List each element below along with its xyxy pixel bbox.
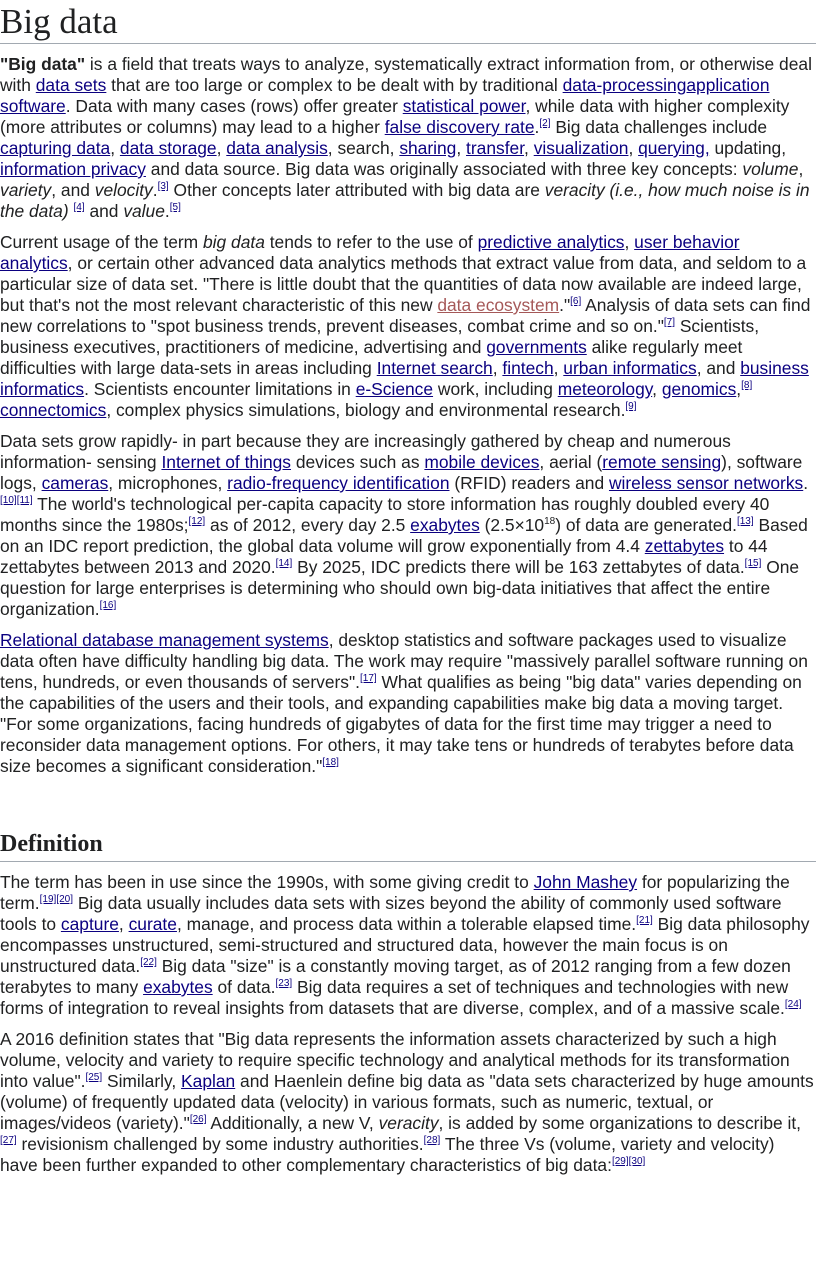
citation-link[interactable]: [11] xyxy=(16,495,33,507)
link-data-ecosystem[interactable]: data ecosystem xyxy=(437,295,560,315)
citation-ref xyxy=(625,401,636,412)
link-data-processing-application-software[interactable]: data-processingapplication software xyxy=(0,75,770,116)
text-run: and Haenlein define big data as "data sets characterized by huge amounts (volume) of frequently updated data (velocity) in various formats, such as numeric, textual, or images/videos (variety)." xyxy=(0,1071,814,1133)
text-run: , xyxy=(524,138,534,158)
text-run: . Scientists encounter limitations in xyxy=(84,379,356,399)
text-run: Similarly, xyxy=(102,1071,182,1091)
link-data-sets[interactable]: data sets xyxy=(35,75,107,95)
link-querying[interactable]: querying, xyxy=(638,138,710,158)
text-run: Other concepts later attributed with big data are xyxy=(168,180,545,200)
citation-link[interactable]: [26] xyxy=(189,1114,207,1126)
citation-link[interactable]: [24] xyxy=(784,999,802,1011)
citation-link[interactable]: [27] xyxy=(0,1135,17,1147)
citation-link[interactable]: [12] xyxy=(188,516,206,528)
text-run: ), software logs, xyxy=(0,452,803,493)
text-run: . xyxy=(164,201,170,221)
text-run: alike regularly meet difficulties with large data-sets in areas including xyxy=(0,337,743,378)
link-remote-sensing[interactable]: remote sensing xyxy=(602,452,722,472)
citation-ref xyxy=(190,1114,207,1125)
text-run: , xyxy=(492,358,503,378)
citation-ref xyxy=(40,894,57,905)
link-curate[interactable]: curate xyxy=(128,914,177,934)
text-run: , microphones, xyxy=(108,473,228,493)
italic-text: volume xyxy=(742,159,799,179)
citation-link[interactable]: [17] xyxy=(360,673,377,685)
text-run: , and xyxy=(51,180,95,200)
italic-text: variety xyxy=(0,180,52,200)
link-exabytes-2[interactable]: exabytes xyxy=(143,977,213,997)
link-urban-informatics[interactable]: urban informatics xyxy=(563,358,697,378)
text-run: , is added by some organizations to describe it, xyxy=(438,1113,802,1133)
link-exabytes[interactable]: exabytes xyxy=(410,515,480,535)
link-e-science[interactable]: e-Science xyxy=(355,379,434,399)
citation-ref xyxy=(741,380,752,391)
paragraph xyxy=(0,872,816,1019)
link-wireless-sensor-networks[interactable]: wireless sensor networks xyxy=(608,473,804,493)
text-run: Current usage of the term xyxy=(0,232,203,252)
page-title: Big data xyxy=(0,0,816,44)
link-statistical-power[interactable]: statistical power xyxy=(402,96,526,116)
paragraph xyxy=(0,232,816,421)
text-run: , xyxy=(652,379,662,399)
link-connectomics[interactable]: connectomics xyxy=(0,400,107,420)
link-john-mashey[interactable]: John Mashey xyxy=(533,872,638,892)
link-internet-search[interactable]: Internet search xyxy=(376,358,493,378)
text-run: . xyxy=(152,180,158,200)
link-cameras[interactable]: cameras xyxy=(41,473,109,493)
text-run: One question for large enterprises is determining who should own big-data initiatives that affect the entire organization. xyxy=(0,557,800,619)
text-run: , or certain other advanced data analytics methods that extract value from data, and seldom to a particular size of data set. "There is little doubt that the quantities of data now available are indeed large, but that's not the most relevant characteristic of this new xyxy=(0,253,807,315)
section-heading-definition: Definition xyxy=(0,828,816,862)
text-run: What qualifies as being "big data" varies depending on the capabilities of the users and their tools, and expanding capabilities make big data a moving target. "For some organizations, facing hundreds of gigabytes of data for the first time may trigger a need to reconsider data management options. For others, it may take tens or hundreds of terabytes before data size becomes a significant consideration." xyxy=(0,672,802,776)
text-run: , xyxy=(456,138,467,158)
citation-ref xyxy=(276,558,293,569)
text-run: , xyxy=(118,914,129,934)
paragraph xyxy=(0,54,816,222)
text-run: and xyxy=(84,201,124,221)
link-relational-database-management-systems[interactable]: Relational database management systems xyxy=(0,630,329,650)
text-run: , complex physics simulations, biology and environmental research. xyxy=(106,400,626,420)
paragraph xyxy=(0,1029,816,1176)
citation-ref xyxy=(0,495,17,506)
exponent: 18 xyxy=(544,516,556,528)
citation-link[interactable]: [5] xyxy=(169,202,181,214)
text-run: devices such as xyxy=(290,452,425,472)
text-run: , xyxy=(628,138,639,158)
text-run: , desktop statistics and software packages used to visualize data often have difficulty handling big data. The work may require "massively parallel software running on tens, hundreds, or even thousands of servers". xyxy=(0,630,808,692)
text-run: , search, xyxy=(327,138,400,158)
link-business-informatics[interactable]: business informatics xyxy=(0,358,809,399)
citation-link[interactable]: [18] xyxy=(322,757,339,769)
text-run: ." xyxy=(559,295,571,315)
citation-link[interactable]: [16] xyxy=(99,600,117,612)
citation-link[interactable]: [7] xyxy=(663,317,675,329)
text-run: Data sets grow rapidly- in part because they are increasingly gathered by cheap and numerous information- sensing xyxy=(0,431,731,472)
link-kaplan[interactable]: Kaplan xyxy=(181,1071,236,1091)
citation-ref xyxy=(158,181,169,192)
link-transfer[interactable]: transfer xyxy=(466,138,525,158)
citation-link[interactable]: [4] xyxy=(73,202,85,214)
link-radio-frequency-identification[interactable]: radio-frequency identification xyxy=(227,473,450,493)
text-run: Big data "size" is a constantly moving target, as of 2012 ranging from a few dozen terabytes to many xyxy=(0,956,791,997)
citation-ref xyxy=(664,317,675,328)
text-run: work, including xyxy=(433,379,558,399)
citation-ref xyxy=(636,915,653,926)
citation-link[interactable]: [9] xyxy=(625,401,637,413)
text-run: , xyxy=(736,379,742,399)
link-zettabytes[interactable]: zettabytes xyxy=(644,536,725,556)
citation-link[interactable]: [29] xyxy=(611,1156,629,1168)
citation-ref xyxy=(424,1135,441,1146)
link-genomics[interactable]: genomics xyxy=(661,379,737,399)
citation-link[interactable]: [30] xyxy=(628,1156,646,1168)
citation-link[interactable]: [8] xyxy=(741,380,753,392)
citation-ref xyxy=(360,673,377,684)
text-run: By 2025, IDC predicts there will be 163 zettabytes of data. xyxy=(292,557,745,577)
text-run: . xyxy=(534,117,540,137)
text-run: Big data philosophy encompasses unstructured, semi-structured and structured data, however the main focus is on unstructured data. xyxy=(0,914,810,976)
citation-ref xyxy=(100,600,117,611)
text-run: , xyxy=(624,232,635,252)
text-run: revisionism challenged by some industry authorities. xyxy=(16,1134,424,1154)
text-run: Additionally, a new V, xyxy=(206,1113,379,1133)
citation-link[interactable]: [25] xyxy=(85,1072,103,1084)
text-run: The term has been in use since the 1990s, with some giving credit to xyxy=(0,872,534,892)
citation-ref xyxy=(785,999,802,1010)
text-run: that are too large or complex to be dealt with by traditional xyxy=(106,75,563,95)
link-data-analysis[interactable]: data analysis xyxy=(226,138,328,158)
citation-ref xyxy=(737,516,754,527)
citation-ref xyxy=(74,202,85,213)
citation-ref xyxy=(0,1135,17,1146)
italic-text: veracity (i.e., how much noise is in the data) xyxy=(0,180,810,221)
link-false-discovery-rate[interactable]: false discovery rate xyxy=(384,117,535,137)
citation-link[interactable]: [19] xyxy=(39,894,57,906)
text-run: , xyxy=(798,159,804,179)
text-run: (2.5×10 xyxy=(479,515,545,535)
text-run: ) of data are generated. xyxy=(555,515,737,535)
citation-link[interactable]: [3] xyxy=(157,181,169,193)
citation-ref xyxy=(56,894,73,905)
citation-link[interactable]: [14] xyxy=(275,558,293,570)
text-run: , xyxy=(553,358,564,378)
text-run: The three Vs (volume, variety and velocity) have been further expanded to other complementary characteristics of big data: xyxy=(0,1134,775,1175)
link-capture[interactable]: capture xyxy=(60,914,119,934)
text-run: . Data with many cases (rows) offer greater xyxy=(65,96,403,116)
text-run: to 44 zettabytes between 2013 and 2020. xyxy=(0,536,768,577)
link-information-privacy[interactable]: information privacy xyxy=(0,159,146,179)
text-run: , xyxy=(216,138,227,158)
text-run: The world's technological per-capita capacity to store information has roughly doubled every 40 months since the 1980s; xyxy=(0,494,770,535)
citation-link[interactable]: [22] xyxy=(140,957,157,969)
text-run: A 2016 definition states that "Big data represents the information assets characterized by such a high volume, velocity and variety to require specific technology and analytical methods for its transformation into value". xyxy=(0,1029,790,1091)
citation-link[interactable]: [28] xyxy=(423,1135,441,1147)
citation-link[interactable]: [13] xyxy=(736,516,754,528)
citation-ref xyxy=(17,495,33,506)
text-run: updating, xyxy=(709,138,787,158)
citation-ref xyxy=(745,558,762,569)
italic-text: velocity xyxy=(94,180,153,200)
text-run: tends to refer to the use of xyxy=(264,232,478,252)
citation-link[interactable]: [21] xyxy=(636,915,653,927)
text-run: and data source. Big data was originally associated with three key concepts: xyxy=(145,159,743,179)
link-capturing-data[interactable]: capturing data xyxy=(0,138,111,158)
citation-ref xyxy=(85,1072,102,1083)
link-internet-of-things[interactable]: Internet of things xyxy=(161,452,291,472)
paragraph xyxy=(0,431,816,620)
bold-term: "Big data" xyxy=(0,54,86,74)
citation-ref xyxy=(629,1156,646,1167)
link-data-storage[interactable]: data storage xyxy=(119,138,217,158)
text-run: . xyxy=(803,473,809,493)
text-run: of data. xyxy=(212,977,276,997)
citation-link[interactable]: [10] xyxy=(0,495,17,507)
text-run: , aerial ( xyxy=(539,452,603,472)
citation-ref xyxy=(170,202,181,213)
citation-link[interactable]: [2] xyxy=(539,118,551,130)
citation-link[interactable]: [6] xyxy=(570,296,582,308)
text-run: Big data requires a set of techniques and technologies with new forms of integration to reveal insights from datasets that are diverse, complex, and of a massive scale. xyxy=(0,977,789,1018)
link-predictive-analytics[interactable]: predictive analytics xyxy=(477,232,625,252)
citation-ref xyxy=(276,978,293,989)
text-run: , xyxy=(110,138,120,158)
text-run: Scientists, business executives, practitioners of medicine, advertising and xyxy=(0,316,760,357)
citation-ref xyxy=(322,757,339,768)
citation-ref xyxy=(612,1156,629,1167)
text-run: Big data challenges include xyxy=(550,117,768,137)
text-run: as of 2012, every day 2.5 xyxy=(205,515,411,535)
link-meteorology[interactable]: meteorology xyxy=(557,379,653,399)
citation-link[interactable]: [23] xyxy=(275,978,293,990)
citation-link[interactable]: [15] xyxy=(744,558,762,570)
link-fintech[interactable]: fintech xyxy=(502,358,554,378)
paragraph xyxy=(0,630,816,777)
text-run: , while data with higher complexity (more attributes or columns) may lead to a higher xyxy=(0,96,790,137)
link-visualization[interactable]: visualization xyxy=(533,138,629,158)
text-run: , and xyxy=(696,358,741,378)
italic-text: big data xyxy=(203,232,265,252)
citation-ref xyxy=(189,516,206,527)
text-run: Big data usually includes data sets with sizes beyond the ability of commonly used software tools to xyxy=(0,893,782,934)
link-mobile-devices[interactable]: mobile devices xyxy=(424,452,540,472)
text-run: (RFID) readers and xyxy=(449,473,609,493)
link-governments[interactable]: governments xyxy=(486,337,587,357)
citation-link[interactable]: [20] xyxy=(56,894,73,906)
text-run: for popularizing the term. xyxy=(0,872,790,913)
italic-text: value xyxy=(123,201,165,221)
text-run: is a field that treats ways to analyze, systematically extract information from, or otherwise deal with xyxy=(0,54,812,95)
text-run: Analysis of data sets can find new correlations to "spot business trends, prevent diseases, combat crime and so on." xyxy=(0,295,811,336)
citation-ref xyxy=(140,957,157,968)
text-run: , manage, and process data within a tolerable elapsed time. xyxy=(176,914,637,934)
text-run: Based on an IDC report prediction, the global data volume will grow exponentially from 4.4 xyxy=(0,515,808,556)
italic-text: veracity xyxy=(378,1113,439,1133)
article-body xyxy=(0,54,816,1176)
citation-ref xyxy=(570,296,581,307)
link-sharing[interactable]: sharing xyxy=(399,138,457,158)
link-user-behavior-analytics[interactable]: user behavior analytics xyxy=(0,232,740,273)
citation-ref xyxy=(539,118,550,129)
